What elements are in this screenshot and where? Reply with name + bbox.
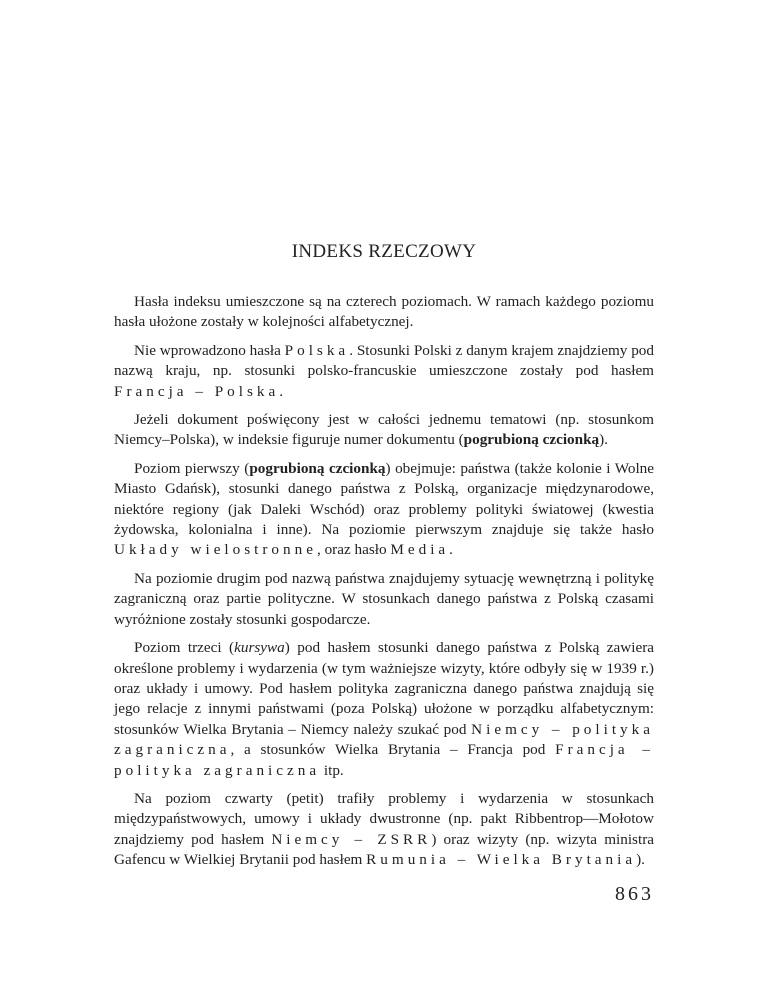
spaced-term: Francja – Polska	[114, 382, 280, 400]
page-title: INDEKS RZECZOWY	[291, 241, 477, 262]
paragraph-level-three	[114, 638, 654, 781]
italic-term: kursywa	[234, 639, 285, 657]
text-run: . Stosunki Polski z danym krajem znajdziemy pod nazwą kraju, np. stosunki polsko-francuskie umieszczone zostały pod hasłem	[114, 341, 654, 380]
text-run: , a stosunków Wielka Brytania – Francja pod	[230, 741, 556, 759]
index-introduction	[114, 292, 654, 879]
paragraph-level-two	[114, 569, 654, 630]
text-run: Na poziom czwarty (petit) trafiły problemy i wydarzenia w stosunkach międzypaństwowych, umowy i układy dwustronne (np. pakt Ribbentrop––Mołotow znajdziemy pod hasłem	[114, 789, 654, 848]
spaced-term: Niemcy – polityka zagraniczna	[114, 720, 654, 759]
paragraph-level-one	[114, 459, 654, 561]
text-run: , oraz hasło	[316, 541, 391, 559]
text-run: ).	[599, 431, 608, 449]
text-run: Poziom pierwszy (	[134, 459, 250, 477]
spaced-term: Układy wielostronne	[114, 541, 317, 559]
text-run: ) obejmuje: państwa (także kolonie i Wolne Miasto Gdańsk), stosunki danego państwa z Polską, organizacje międzynarodowe, niektóre regiony (jak Daleki Wschód) oraz problemy polityki światowej (kwestia żydowska, kolonialna i inne). Na poziomie pierwszym znajduje się także hasło	[114, 459, 655, 539]
spaced-term: Rumunia – Wielka Brytania	[366, 851, 637, 869]
paragraph-text: Na poziomie drugim pod nazwą państwa znajdujemy sytuację wewnętrzną i politykę zagraniczną oraz partie polityczne. W stosunkach danego państwa z Polską czasami wyróżnione zostały stosunki gospodarcze.	[114, 569, 654, 628]
text-run: ) pod hasłem stosunki danego państwa z Polską zawiera określone problemy i wydarzenia (w tym ważniejsze wizyty, które odbyły się w 1939 r.) oraz układy i umowy. Pod hasłem polityka zagraniczna danego państwa znajdują się jego relacje z innymi państwami (poza Polską) ułożone w porządku alfabetycznym: stosunków Wielka Brytania – Niemcy należy szukać pod	[114, 639, 654, 738]
paragraph-single-topic-documents	[114, 410, 654, 451]
text-run: Poziom trzeci (	[134, 639, 235, 657]
spaced-term: Niemcy – ZSRR	[271, 830, 432, 848]
text-run: .	[279, 382, 284, 400]
bold-term: pogrubioną czcionką	[463, 431, 600, 449]
text-run: Nie wprowadzono hasła	[134, 341, 285, 359]
text-run: Jeżeli dokument poświęcony jest w całości jednemu tematowi (np. stosunkom Niemcy–Polska), w indeksie figuruje numer dokumentu (	[114, 411, 654, 449]
text-run: ).	[636, 851, 645, 869]
paragraph-level-four	[114, 789, 654, 871]
bold-term: pogrubioną czcionką	[249, 459, 386, 477]
text-run: itp.	[320, 761, 344, 779]
spaced-term: Polska	[284, 341, 350, 359]
paragraph-text: Hasła indeksu umieszczone są na czterech poziomach. W ramach każdego poziomu hasła ułożone zostały w kolejności alfabetycznej.	[114, 293, 654, 331]
paragraph-poland-entry	[114, 341, 654, 402]
page-number: 863	[615, 883, 654, 905]
document-page	[114, 0, 654, 994]
spaced-term: Francja – polityka zagraniczna	[114, 741, 654, 779]
text-run: ) oraz wizyty (np. wizyta ministra Gafencu w Wielkiej Brytanii pod hasłem	[114, 830, 654, 869]
text-run: .	[449, 541, 453, 559]
spaced-term: Media	[390, 541, 450, 559]
paragraph-levels-overview	[114, 292, 654, 333]
